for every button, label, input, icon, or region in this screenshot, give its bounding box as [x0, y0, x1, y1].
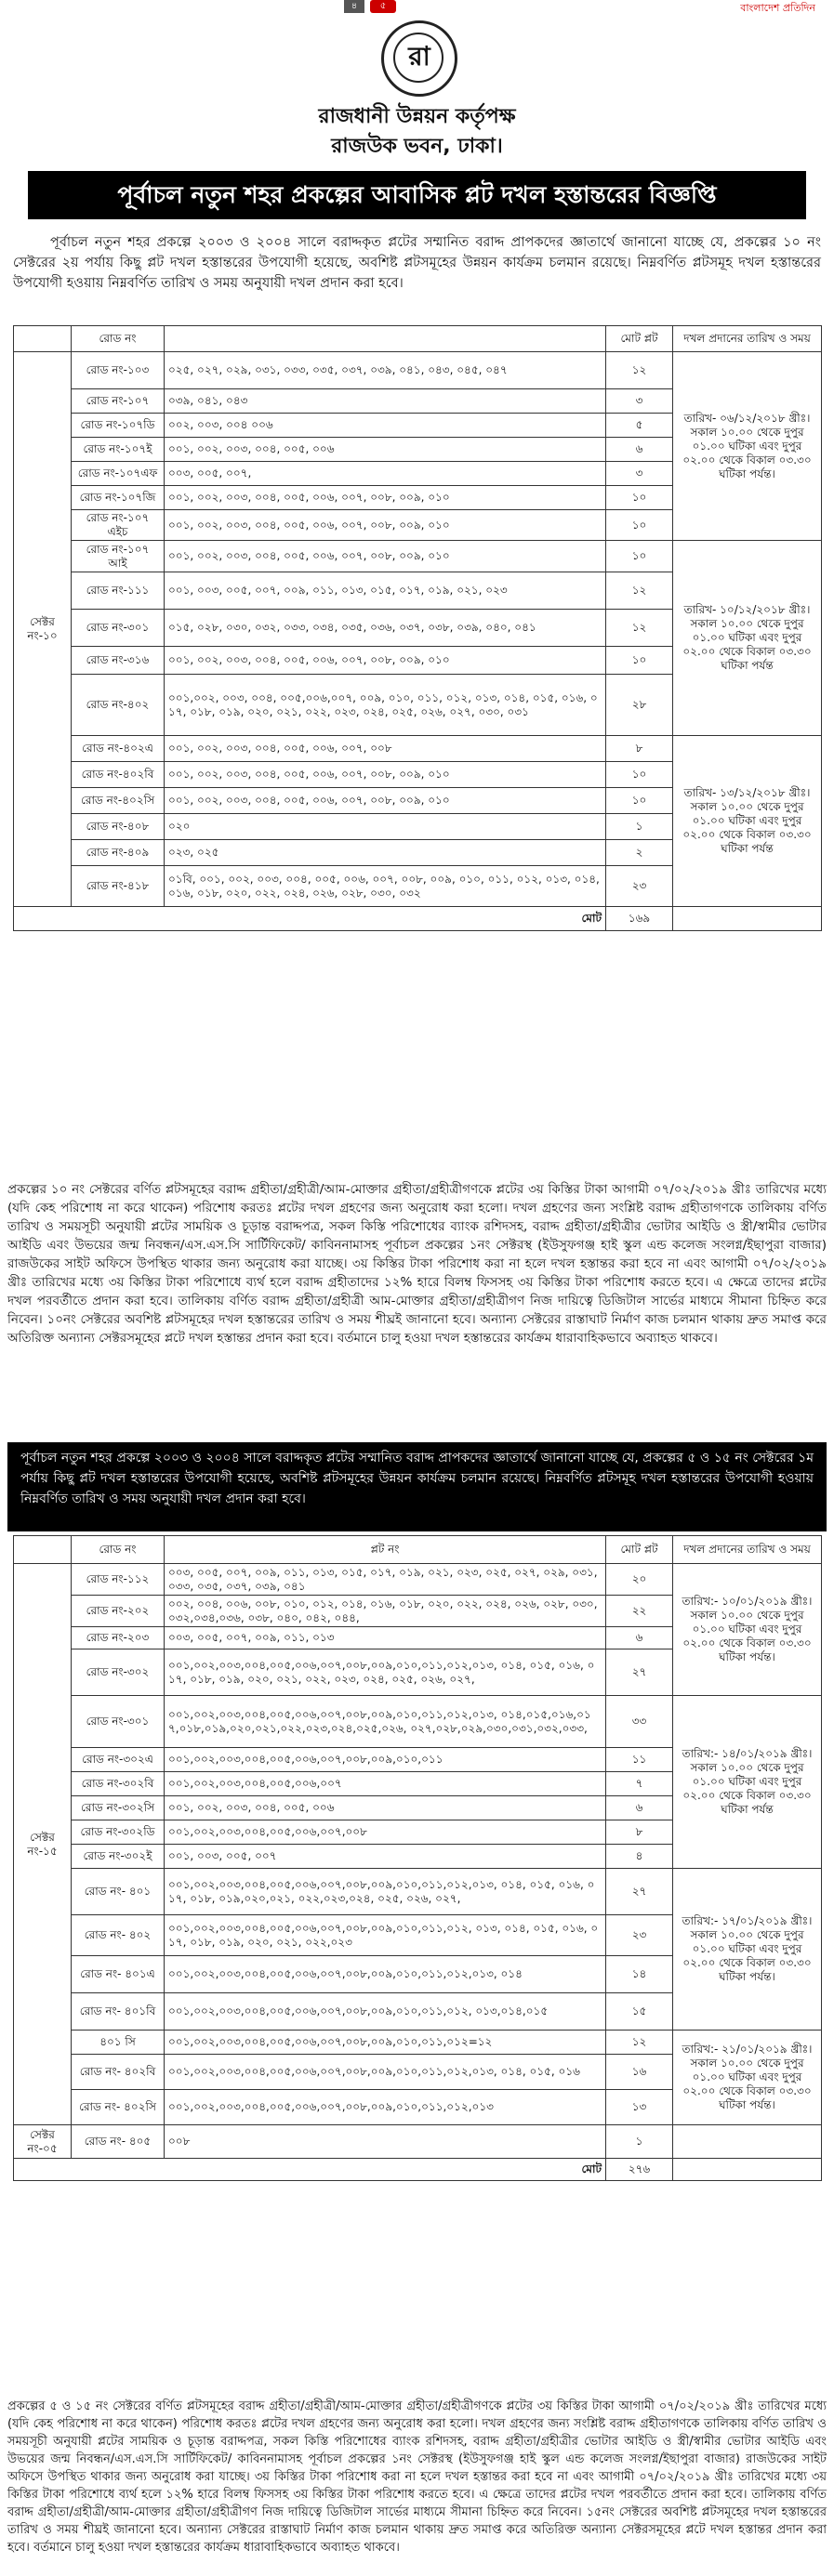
schedule-empty [673, 2125, 822, 2159]
intro-paragraph-2: পূর্বাচল নতুন শহর প্রকল্পে ২০০৩ ও ২০০৪ সালে বরাদ্দকৃত প্লটের সম্মানিত বরাদ্দ প্রাপকদের জ্ঞাতার্থে জানানো যাচ্ছে যে, প্রকল্পের ৫ ও ১৫ নং সেক্টরের ১ম পর্যায় কিছু প্লট দখল হস্তান্তরের উপযোগী হয়েছে, অবশিষ্ট প্লটসমূহের উন্নয়ন কার্যক্রম চলমান রয়েছে। নিম্নবর্ণিত প্লটসমূহ দখল হস্তান্তরের উপযোগী হওয়ায় নিম্নবর্ণিত তারিখ ও সময় অনুযায়ী দখল প্রদান করা হবে। [20, 1451, 814, 1506]
header-plots [165, 326, 606, 352]
road-cell: রোড নং- ৪০১বি [72, 1993, 165, 2031]
plots-cell: ০৩৯, ০৪১, ০৪৩ [165, 389, 606, 414]
count-cell: ৬ [606, 1796, 673, 1820]
road-cell: রোড নং-১০৭এফ [72, 462, 165, 486]
plots-cell: ০০১,০০২,০০৩,০০৪,০০৫,০০৬,০০৭,০০৮,০০৯,০১০,০১১,০১২,০১৩, ০১৪,০১৫,০১৬,০১৭,০১৮,০১৯,০২০,০২১,০২২,০২৩,০২৪,০২৫,০২৬, ০২৭,০২৮,০২৯,০৩০,০৩১,০৩২,০৩৩, [165, 1696, 606, 1748]
intro-paragraph-1: পূর্বাচল নতুন শহর প্রকল্পে ২০০৩ ও ২০০৪ সালে বরাদ্দকৃত প্লটের সম্মানিত বরাদ্দ প্রাপকদের জ্ঞাতার্থে জানানো যাচ্ছে যে, প্রকল্পের ১০ নং সেক্টরের ২য় পর্যায় কিছু প্লট দখল হস্তান্তরের উপযোগী হয়েছে, অবশিষ্ট প্লটসমূহের উন্নয়ন কার্যক্রম চলমান রয়েছে। নিম্নবর্ণিত প্লটসমূহ দখল হস্তান্তরের উপযোগী হওয়ায় নিম্নবর্ণিত তারিখ ও সময় অনুযায়ী দখল প্রদান করা হবে। [13, 235, 821, 291]
schedule-cell: তারিখ- ০৬/১২/২০১৮ খ্রীঃ। সকাল ১০.০০ থেকে দুপুর ০১.০০ ঘটিকা এবং দুপুর ০২.০০ থেকে বিকাল ০৩.৩০ ঘটিকা পর্যন্ত। [673, 352, 822, 541]
count-cell: ৮ [606, 1820, 673, 1845]
plots-cell: ০০৮ [165, 2125, 606, 2159]
plots-cell: ০২০ [165, 814, 606, 840]
road-cell: রোড নং-৩০২ [72, 1649, 165, 1696]
total-label: মোট [14, 2159, 606, 2181]
plots-cell: ০০১,০০২,০০৩,০০৪,০০৫,০০৬,০০৭,০০৮,০০৯,০১০,০১১,০১২, ০১৩,০১৪,০১৫ [165, 1993, 606, 2031]
count-cell: ১২ [606, 610, 673, 647]
count-cell: ১২ [606, 572, 673, 610]
plots-cell: ০০১,০০২,০০৩,০০৪,০০৫,০০৬,০০৭,০০৮,০০৯,০১০,০১১,০১২=১২ [165, 2031, 606, 2055]
total-count: ২৭৬ [606, 2159, 673, 2181]
count-cell: ৩৩ [606, 1696, 673, 1748]
count-cell: ৪ [606, 1845, 673, 1869]
count-cell: ২৭ [606, 1869, 673, 1915]
plots-cell: ০০১, ০০২, ০০৩, ০০৪, ০০৫, ০০৬, ০০৭, ০০৮ [165, 736, 606, 762]
count-cell: ১৫ [606, 1993, 673, 2031]
road-cell: ৪০১ সি [72, 2031, 165, 2055]
org-address: রাজউক ভবন, ঢাকা। [331, 135, 503, 158]
count-cell: ১০ [606, 647, 673, 675]
road-cell: রোড নং-৩১৬ [72, 647, 165, 675]
road-cell: রোড নং- ৪০৫ [72, 2125, 165, 2159]
count-cell: ৩ [606, 389, 673, 414]
sector-5-15-notice-box [7, 1442, 827, 1531]
sector-label-15: সেক্টর নং-১৫ [14, 1564, 72, 2125]
header-sector [14, 326, 72, 352]
road-cell: রোড নং-৪০২সি [72, 788, 165, 814]
sector-label-05: সেক্টর নং-০৫ [14, 2125, 72, 2159]
count-cell: ২২ [606, 1596, 673, 1627]
count-cell: ১০ [606, 510, 673, 541]
count-cell: ১০ [606, 486, 673, 510]
table-row [14, 1869, 822, 1915]
plots-cell: ০০১,০০২,০০৩,০০৪,০০৫,০০৬,০০৭,০০৮ [165, 1820, 606, 1845]
count-cell: ৮ [606, 736, 673, 762]
count-cell: ১০ [606, 541, 673, 572]
road-cell: রোড নং-৩০১ [72, 610, 165, 647]
plot-table-sector-15-05 [13, 1535, 822, 2181]
table-row [14, 1696, 822, 1748]
plots-cell: ০০১,০০২,০০৩,০০৪,০০৫,০০৬,০০৭,০০৮,০০৯,০১০,০১১,০১২,০১৩, ০১৪ [165, 1956, 606, 1993]
count-cell: ২৩ [606, 1915, 673, 1956]
count-cell: ৫ [606, 414, 673, 438]
count-cell: ২৩ [606, 866, 673, 907]
road-cell: রোড নং-৩০২এ [72, 1748, 165, 1772]
schedule-cell: তারিখ:- ১৭/০১/২০১৯ খ্রীঃ। সকাল ১০.০০ থেকে দুপুর ০১.০০ ঘটিকা এবং দুপুর ০২.০০ থেকে বিকাল ০৩.৩০ ঘটিকা পর্যন্ত। [673, 1869, 822, 2031]
road-cell: রোড নং-৪০২এ [72, 736, 165, 762]
count-cell: ১০ [606, 762, 673, 788]
header-road: রোড নং [72, 326, 165, 352]
count-cell: ২৭ [606, 1649, 673, 1696]
road-cell: রোড নং-১১১ [72, 572, 165, 610]
count-cell: ১০ [606, 788, 673, 814]
road-cell: রোড নং- ৪০২ [72, 1915, 165, 1956]
plots-cell: ০০১, ০০৩, ০০৫, ০০৭, ০০৯, ০১১, ০১৩, ০১৫, ০১৭, ০১৯, ০২১, ০২৩ [165, 572, 606, 610]
plots-cell: ০০১, ০০২, ০০৩, ০০৪, ০০৫, ০০৬, ০০৭, ০০৮, ০০৯, ০১০ [165, 541, 606, 572]
count-cell: ১২ [606, 2031, 673, 2055]
count-cell: ১ [606, 814, 673, 840]
total-count: ১৬৯ [606, 907, 673, 931]
newspaper-name: বাংলাদেশ প্রতিদিন [740, 2, 815, 14]
count-cell: ৬ [606, 1627, 673, 1649]
plots-cell: ০০১, ০০২, ০০৩, ০০৪, ০০৫, ০০৬, ০০৭, ০০৮, ০০৯, ০১০ [165, 647, 606, 675]
road-cell: রোড নং-৩০১ [72, 1696, 165, 1748]
header-schedule: দখল প্রদানের তারিখ ও সময় [673, 326, 822, 352]
header-count-2: মোট প্লট [606, 1536, 673, 1564]
road-cell: রোড নং-১০৭ [72, 389, 165, 414]
road-cell: রোড নং-১০৭ এইচ [72, 510, 165, 541]
plots-cell: ০০১, ০০২, ০০৩, ০০৪, ০০৫, ০০৬, ০০৭, ০০৮, ০০৯, ০১০ [165, 510, 606, 541]
total-row [14, 907, 822, 931]
table-row [14, 541, 822, 572]
road-cell: রোড নং-৩০২ই [72, 1845, 165, 1869]
plots-cell: ০০১, ০০৩, ০০৫, ০০৭ [165, 1845, 606, 1869]
road-cell: রোড নং-১০৭ আই [72, 541, 165, 572]
road-cell: রোড নং-৪০৮ [72, 814, 165, 840]
road-cell: রোড নং- ৪০২বি [72, 2055, 165, 2090]
instruction-paragraph-2: প্রকল্পের ৫ ও ১৫ নং সেক্টরের বর্ণিত প্লটসমূহের বরাদ্দ গ্রহীতা/গ্রহীত্রী/আম-মোক্তার গ্রহীতা/গ্রহীত্রীগণকে প্লটের ৩য় কিস্তির টাকা আগামী ০৭/০২/২০১৯ খ্রীঃ তারিখের মধ্যে (যদি কেহ পরিশোধ না করে থাকেন) পরিশোধ করতঃ প্লটের দখল গ্রহণের জন্য অনুরোধ করা হলো। দখল গ্রহণের জন্য সংশ্লিষ্ট বরাদ্দ গ্রহীতাগণকে তালিকায় বর্ণিত তারিখ ও সময়সূচী অনুযায়ী প্লটের সাময়িক ও চূড়ান্ত বরাদ্দপত্র, সকল কিস্তি পরিশোধের ব্যাংক রশিদসহ, বরাদ্দ গ্রহীতা/গ্রহীত্রীর ভোটার আইডি ও স্ত্রী/স্বামীর ভোটার আইডি এবং উভয়ের জন্ম নিবন্ধন/এস.এস.সি সার্টিফিকেট/ কাবিননামাসহ পূর্বাচল প্রকল্পের ১নং সেক্টরস্থ (ইউসুফগঞ্জ হাই স্কুল এন্ড কলেজ সংলগ্ন/ইছাপুরা বাজার) রাজউকের সাইট অফিসে উপস্থিত থাকার জন্য অনুরোধ করা যাচ্ছে। ৩য় কিস্তির টাকা পরিশোধ করা না হলে দখল হস্তান্তর করা হবে না এবং আগামী ০৭/০২/২০১৯ খ্রীঃ তারিখের মধ্যে ৩য় কিস্তির টাকা পরিশোধে ব্যর্থ হলে ১২% হারে বিলম্ব ফিসসহ ৩য় কিস্তির টাকা পরিশোধ করতে হবে। এ ক্ষেত্রে তাদের প্লটের দখল পরবর্তীতে প্রদান করা হবে। তালিকায় বর্ণিত বরাদ্দ গ্রহীতা/গ্রহীত্রী/আম-মোক্তার গ্রহীতা/গ্রহীত্রীগণ নিজ দায়িত্বে ডিজিটাল সার্ভের মাধ্যমে সীমানা চিহ্নিত করে নিবেন। ১৫নং সেক্টরের অবশিষ্ট প্লটসমূহের দখল হস্তান্তরের তারিখ ও সময় শীঘ্রই জানানো হবে। অন্যান্য সেক্টরের রাস্তাঘাট নির্মাণ কাজ চলমান থাকায় দ্রুত সমাপ্ত করে অতিরিক্ত অন্যান্য সেক্টরসমূহের প্লটে দখল হস্তান্তর প্রদান করা হবে। বর্তমানে চালু হওয়া দখল হস্তান্তরের কার্যক্রম ধারাবাহিকভাবে অব্যাহত থাকবে। [7, 2399, 827, 2555]
plots-cell: ০০২, ০০৪, ০০৬, ০০৮, ০১০, ০১২, ০১৪, ০১৬, ০১৮, ০২০, ০২২, ০২৪, ০২৬, ০২৮, ০৩০, ০৩২,০৩৪,০৩৬, ০৩৮, ০৪০, ০৪২, ০৪৪, [165, 1596, 606, 1627]
road-cell: রোড নং-১০৭ই [72, 438, 165, 462]
schedule-cell: তারিখ- ১৩/১২/২০১৮ খ্রীঃ। সকাল ১০.০০ থেকে দুপুর ০১.০০ ঘটিকা এবং দুপুর ০২.০০ থেকে বিকাল ০৩.৩০ ঘটিকা পর্যন্ত [673, 736, 822, 907]
count-cell: ২৮ [606, 675, 673, 736]
count-cell: ২০ [606, 1564, 673, 1596]
road-cell: রোড নং-১০৩ [72, 352, 165, 389]
road-cell: রোড নং-২০৩ [72, 1627, 165, 1649]
count-cell: ১৬ [606, 2055, 673, 2090]
header-plots-2: প্লট নং [165, 1536, 606, 1564]
header-schedule-2: দখল প্রদানের তারিখ ও সময় [673, 1536, 822, 1564]
road-cell: রোড নং-১০৭জি [72, 486, 165, 510]
plots-cell: ০১বি, ০০১, ০০২, ০০৩, ০০৪, ০০৫, ০০৬, ০০৭, ০০৮, ০০৯, ০১০, ০১১, ০১২, ০১৩, ০১৪, ০১৬, ০১৮, ০২০, ০২২, ০২৪, ০২৬, ০২৮, ০৩০, ০৩২ [165, 866, 606, 907]
top-band [0, 0, 834, 15]
plots-cell: ০০৩, ০০৫, ০০৭, ০০৯, ০১১, ০১৩ [165, 1627, 606, 1649]
road-cell: রোড নং-৩০২সি [72, 1796, 165, 1820]
page-number: ৪ [344, 0, 364, 13]
road-cell: রোড নং-১০৭ডি [72, 414, 165, 438]
road-cell: রোড নং-৪১৮ [72, 866, 165, 907]
plots-cell: ০০১,০০২,০০৩,০০৪,০০৫,০০৬,০০৭,০০৮,০০৯,০১০,০১১,০১২, ০১৩, ০১৪, ০১৫, ০১৬, ০১৭, ০১৮, ০১৯, ০২০, ০২১, ০২২,০২৩ [165, 1915, 606, 1956]
plots-cell: ০০১,০০২, ০০৩, ০০৪, ০০৫,০০৬,০০৭, ০০৯, ০১০, ০১১, ০১২, ০১৩, ০১৪, ০১৫, ০১৬, ০১৭, ০১৮, ০১৯, ০২০, ০২১, ০২২, ০২৩, ০২৪, ০২৫, ০২৬, ০২৭, ০৩০, ০৩১ [165, 675, 606, 736]
table-row [14, 352, 822, 389]
table-row [14, 2031, 822, 2055]
road-cell: রোড নং- ৪০২সি [72, 2090, 165, 2125]
road-cell: রোড নং-২০২ [72, 1596, 165, 1627]
plots-cell: ০০১,০০২,০০৩,০০৪,০০৫,০০৬,০০৭,০০৮,০০৯,০১০,০১১,০১২,০১৩ [165, 2090, 606, 2125]
total-label: মোট [14, 907, 606, 931]
schedule-cell: তারিখ:- ১০/০১/২০১৯ খ্রীঃ। সকাল ১০.০০ থেকে দুপুর ০১.০০ ঘটিকা এবং দুপুর ০২.০০ থেকে বিকাল ০৩.৩০ ঘটিকা পর্যন্ত। [673, 1564, 822, 1696]
plots-cell: ০০১,০০২,০০৩,০০৪,০০৫,০০৬,০০৭,০০৮,০০৯,০১০,০১১,০১২,০১৩, ০১৪, ০১৫, ০১৬, ০১৭, ০১৮, ০১৯,০২০,০২১, ০২২,০২৩,০২৪, ০২৫, ০২৬, ০২৭, [165, 1869, 606, 1915]
plots-cell: ০২৩, ০২৫ [165, 840, 606, 866]
table-row [14, 736, 822, 762]
road-cell: রোড নং-৩০২বি [72, 1772, 165, 1796]
count-cell: ২ [606, 840, 673, 866]
count-cell: ৬ [606, 438, 673, 462]
plots-cell: ০০২, ০০৩, ০০৪ ০০৬ [165, 414, 606, 438]
schedule-cell: তারিখ:- ১৪/০১/২০১৯ খ্রীঃ। সকাল ১০.০০ থেকে দুপুর ০১.০০ ঘটিকা এবং দুপুর ০২.০০ থেকে বিকাল ০৩.৩০ ঘটিকা পর্যন্ত [673, 1696, 822, 1869]
count-cell: ৩ [606, 462, 673, 486]
road-cell: রোড নং-৪০২ [72, 675, 165, 736]
plots-cell: ০০১,০০২,০০৩,০০৪,০০৫,০০৬,০০৭,০০৮,০০৯,০১০,০১১,০১২,০১৩, ০১৪, ০১৫, ০১৬, ০১৭, ০১৮, ০১৯, ০২০, ০২১, ০২২, ০২৩, ০২৪, ০২৫, ০২৬, ০২৭, [165, 1649, 606, 1696]
sector-label: সেক্টর নং-১০ [14, 352, 72, 907]
count-cell: ১৪ [606, 1956, 673, 1993]
newspaper-logo-icon: ৫ [370, 0, 396, 13]
table-row [14, 1564, 822, 1596]
road-cell: রোড নং-১১২ [72, 1564, 165, 1596]
road-cell: রোড নং-৪০৯ [72, 840, 165, 866]
plots-cell: ০০৩, ০০৫, ০০৭, [165, 462, 606, 486]
plots-cell: ০০১,০০২,০০৩,০০৪,০০৫,০০৬,০০৭,০০৮,০০৯,০১০,০১১,০১২,০১৩, ০১৪, ০১৫, ০১৬ [165, 2055, 606, 2090]
road-cell: রোড নং- ৪০১এ [72, 1956, 165, 1993]
schedule-cell: তারিখ:- ২১/০১/২০১৯ খ্রীঃ। সকাল ১০.০০ থেকে দুপুর ০১.০০ ঘটিকা এবং দুপুর ০২.০০ থেকে বিকাল ০৩.৩০ ঘটিকা পর্যন্ত। [673, 2031, 822, 2125]
plots-cell: ০০১, ০০২, ০০৩, ০০৪, ০০৫, ০০৬, ০০৭, ০০৮, ০০৯, ০১০ [165, 486, 606, 510]
header-road-2: রোড নং [72, 1536, 165, 1564]
road-cell: রোড নং- ৪০১ [72, 1869, 165, 1915]
total-empty [673, 2159, 822, 2181]
road-cell: রোড নং-৪০২বি [72, 762, 165, 788]
total-row [14, 2159, 822, 2181]
schedule-cell: তারিখ- ১০/১২/২০১৮ খ্রীঃ। সকাল ১০.০০ থেকে দুপুর ০১.০০ ঘটিকা এবং দুপুর ০২.০০ থেকে বিকাল ০৩.৩০ ঘটিকা পর্যন্ত [673, 541, 822, 736]
count-cell: ১ [606, 2125, 673, 2159]
plots-cell: ০০১,০০২,০০৩,০০৪,০০৫,০০৬,০০৭,০০৮,০০৯,০১০,০১১ [165, 1748, 606, 1772]
road-cell: রোড নং-৩০২ডি [72, 1820, 165, 1845]
plots-cell: ০২৫, ০২৭, ০২৯, ০৩১, ০৩৩, ০৩৫, ০৩৭, ০৩৯, ০৪১, ০৪৩, ০৪৫, ০৪৭ [165, 352, 606, 389]
plots-cell: ০০১, ০০২, ০০৩, ০০৪, ০০৫, ০০৬, ০০৭, ০০৮, ০০৯, ০১০ [165, 762, 606, 788]
instruction-paragraph-1: প্রকল্পের ১০ নং সেক্টরের বর্ণিত প্লটসমূহের বরাদ্দ গ্রহীতা/গ্রহীত্রী/আম-মোক্তার গ্রহীতা/গ্রহীত্রীগণকে প্লটের ৩য় কিস্তির টাকা আগামী ০৭/০২/২০১৯ খ্রীঃ তারিখের মধ্যে (যদি কেহ পরিশোধ না করে থাকেন) পরিশোধ করতঃ প্লটের দখল গ্রহণের জন্য অনুরোধ করা হলো। দখল গ্রহণের জন্য সংশ্লিষ্ট বরাদ্দ গ্রহীতাগণকে তালিকায় বর্ণিত তারিখ ও সময়সূচী অনুযায়ী প্লটের সাময়িক ও চূড়ান্ত বরাদ্দপত্র, সকল কিস্তি পরিশোধের ব্যাংক রশিদসহ, বরাদ্দ গ্রহীতা/গ্রহীত্রীর ভোটার আইডি ও স্ত্রী/স্বামীর ভোটার আইডি এবং উভয়ের জন্ম নিবন্ধন/এস.এস.সি সার্টিফিকেট/ কাবিননামাসহ পূর্বাচল প্রকল্পের ১নং সেক্টরস্থ (ইউসুফগঞ্জ হাই স্কুল এন্ড কলেজ সংলগ্ন/ইছাপুরা বাজার) রাজউকের সাইট অফিসে উপস্থিত থাকার জন্য অনুরোধ করা যাচ্ছে। ৩য় কিস্তির টাকা পরিশোধ করা না হলে দখল হস্তান্তর করা হবে না এবং আগামী ০৭/০২/২০১৯ খ্রীঃ তারিখের মধ্যে ৩য় কিস্তির টাকা পরিশোধে ব্যর্থ হলে বরাদ্দ গ্রহীতাদের ১২% হারে বিলম্ব ফিসসহ ৩য় কিস্তির টাকা পরিশোধ করতে হবে। এ ক্ষেত্রে তাদের প্লটের দখল পরবর্তীতে প্রদান করা হবে। তালিকায় বর্ণিত বরাদ্দ গ্রহীতা/গ্রহীত্রী আম-মোক্তার গ্রহীতা/গ্রহীত্রীগণ নিজ দায়িত্বে ডিজিটাল সার্ভের মাধ্যমে সীমানা চিহ্নিত করে নিবেন। ১০নং সেক্টরের অবশিষ্ট প্লটসমূহের দখল হস্তান্তরের তারিখ ও সময় শীঘ্রই জানানো হবে। অন্যান্য সেক্টরের রাস্তাঘাট নির্মাণ কাজ চলমান থাকায় দ্রুত সমাপ্ত করে অতিরিক্ত অন্যান্য সেক্টরসমূহের প্লটে দখল হস্তান্তর প্রদান করা হবে। বর্তমানে চালু হওয়া দখল হস্তান্তরের কার্যক্রম ধারাবাহিকভাবে অব্যাহত থাকবে। [7, 1182, 827, 1346]
table-row [14, 2125, 822, 2159]
rajuk-emblem-icon: রা [381, 20, 457, 97]
plots-cell: ০০১, ০০২, ০০৩, ০০৪, ০০৫, ০০৬ [165, 438, 606, 462]
count-cell: ১২ [606, 352, 673, 389]
count-cell: ১৩ [606, 2090, 673, 2125]
header-sector-2 [14, 1536, 72, 1564]
plots-cell: ০০১, ০০২, ০০৩, ০০৪, ০০৫, ০০৬ [165, 1796, 606, 1820]
notice-title: পূর্বাচল নতুন শহর প্রকল্পের আবাসিক প্লট দখল হস্তান্তরের বিজ্ঞপ্তি [28, 171, 806, 219]
count-cell: ১১ [606, 1748, 673, 1772]
org-name: রাজধানী উন্নয়ন কর্তৃপক্ষ [318, 105, 516, 128]
plots-cell: ০০১,০০২,০০৩,০০৪,০০৫,০০৬,০০৭ [165, 1772, 606, 1796]
plots-cell: ০০১, ০০২, ০০৩, ০০৪, ০০৫, ০০৬, ০০৭, ০০৮, ০০৯, ০১০ [165, 788, 606, 814]
header-count: মোট প্লট [606, 326, 673, 352]
count-cell: ৭ [606, 1772, 673, 1796]
plots-cell: ০০৩, ০০৫, ০০৭, ০০৯, ০১১, ০১৩, ০১৫, ০১৭, ০১৯, ০২১, ০২৩, ০২৫, ০২৭, ০২৯, ০৩১, ০৩৩, ০৩৫, ০৩৭, ০৩৯, ০৪১ [165, 1564, 606, 1596]
plot-table-sector-10 [13, 325, 822, 931]
plots-cell: ০১৫, ০২৮, ০৩০, ০৩২, ০৩৩, ০৩৪, ০৩৫, ০৩৬, ০৩৭, ০৩৮, ০৩৯, ০৪০, ০৪১ [165, 610, 606, 647]
total-empty [673, 907, 822, 931]
